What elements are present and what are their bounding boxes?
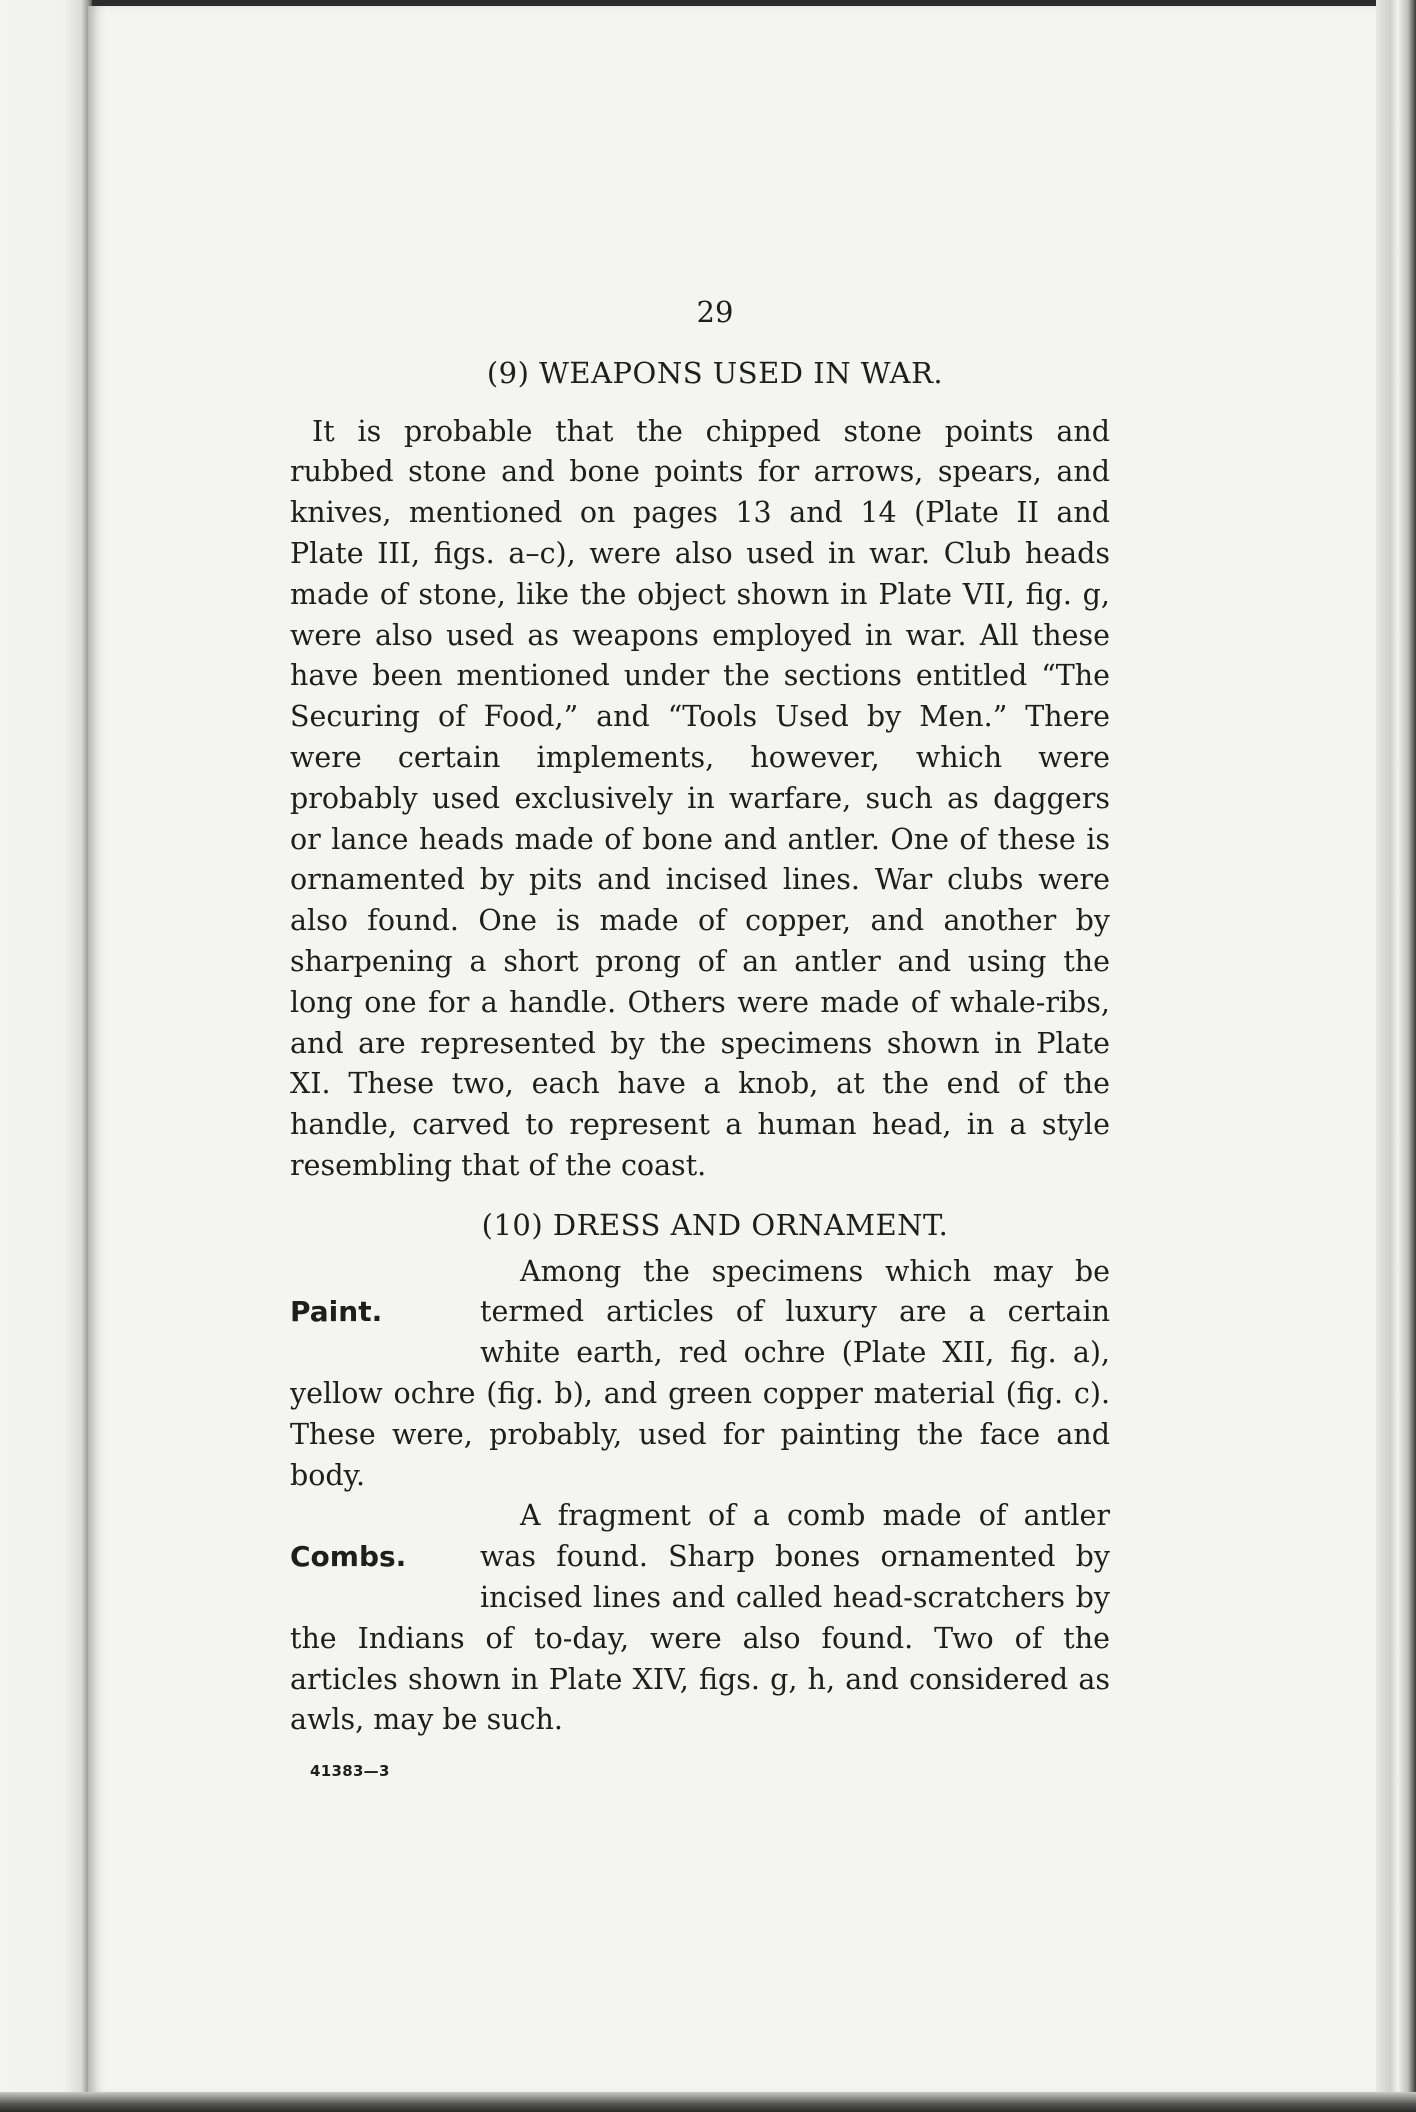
sidehead-paint: Paint. (290, 1295, 383, 1329)
page-bottom-edge (0, 2092, 1416, 2112)
weapons-paragraph: It is probable that the chipped stone points and rubbed stone and bone points for arrows, spears, and knives, mentioned on pages 13 and 14 (Plate II and Plate III, figs. a–c), were also used in war. Club heads made of stone, like the object shown in Plate VII, fig. g, were also used as weapons employed in war. All these have been mentioned under the sections entitled “The Securing of Food,” and “Tools Used by Men.” There were certain implements, however, which were probably used exclusively in warfare, such as daggers or lance heads made of bone and antler. One of these is ornamented by pits and incised lines. War clubs were also found. One is made of copper, and another by sharpening a short prong of an antler and using the long one for a handle. Others were made of whale-ribs, and are represented by the specimens shown in Plate XI. These two, each have a knob, at the end of the handle, carved to represent a human head, in a style resembling that of the coast. (290, 414, 1110, 1182)
facing-page-edge (0, 0, 92, 2100)
paint-block (290, 1252, 1110, 1497)
section-heading-weapons: (9) WEAPONS USED IN WAR. (486, 355, 944, 390)
paint-paragraph: Among the specimens which may be termed articles of luxury are a certain white earth, red ochre (Plate XII, fig. a), yellow ochre (fig. b), and green copper material (fig. c). These were, probably, used for painting the face and body. (290, 1254, 1110, 1492)
printer-signature-mark: 41383—3 (310, 1762, 390, 1781)
combs-block (290, 1496, 1110, 1741)
combs-paragraph: A fragment of a comb made of antler was found. Sharp bones ornamented by incised lines and called head-scratchers by the Indians of to-day, were also found. Two of the articles shown in Plate XIV, figs. g, h, and considered as awls, may be such. (290, 1499, 1110, 1737)
page-stack-edge (1376, 0, 1416, 2112)
page-number: 29 (696, 295, 734, 329)
page-text-block (290, 280, 1110, 1792)
section-heading-dress: (10) DRESS AND ORNAMENT. (481, 1207, 949, 1242)
sidehead-combs: Combs. (290, 1540, 407, 1574)
